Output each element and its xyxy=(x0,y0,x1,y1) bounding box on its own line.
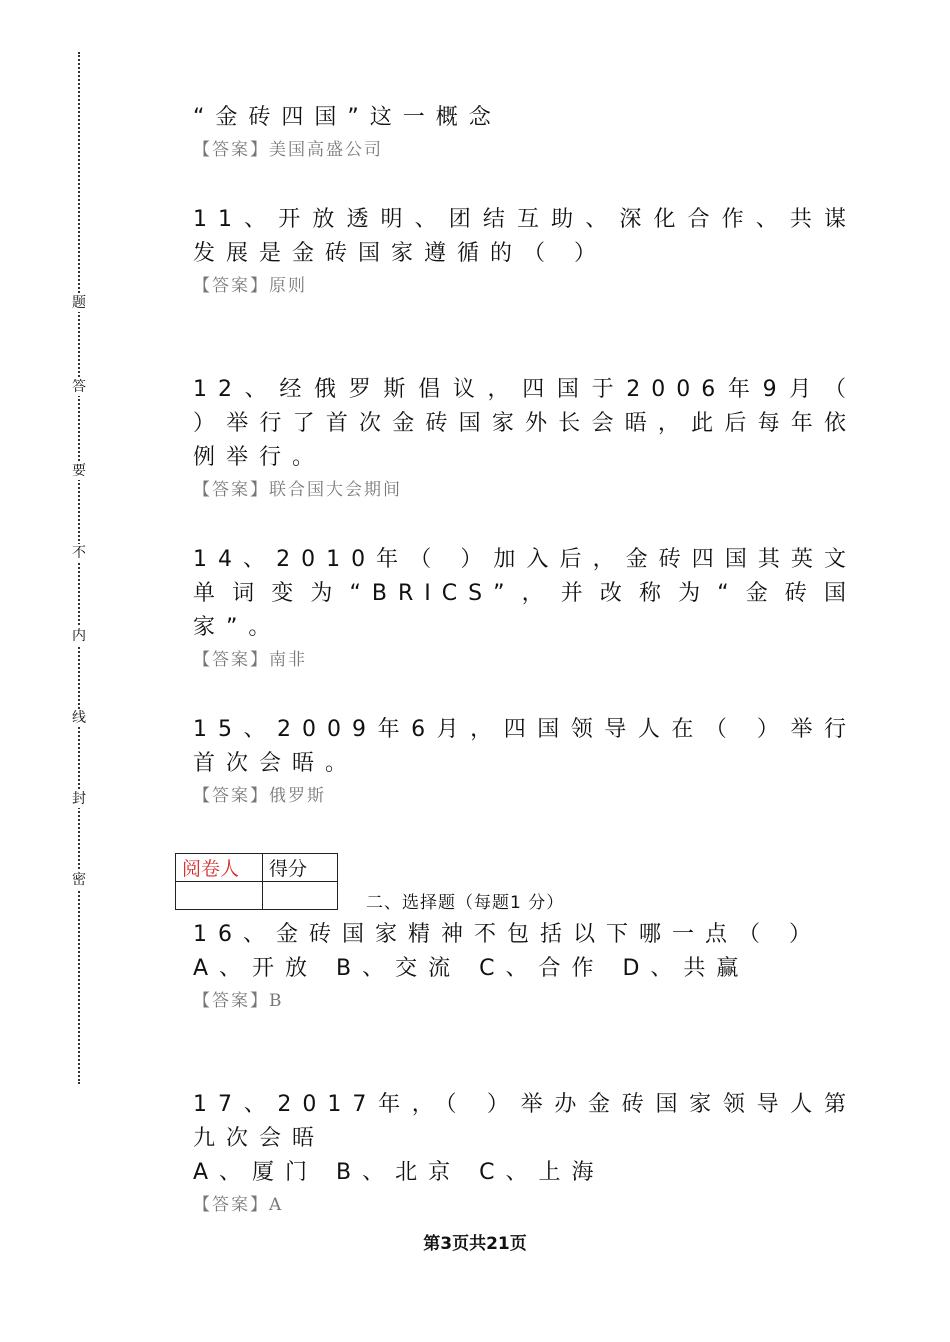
binding-char: 密 xyxy=(72,872,86,888)
question-10 xyxy=(193,101,857,163)
answer-value: 美国高盛公司 xyxy=(269,140,383,160)
question-16 xyxy=(193,918,857,1014)
answer-label: 【答案】 xyxy=(193,480,269,500)
answer-value: 原则 xyxy=(269,276,307,296)
answer-label: 【答案】 xyxy=(193,650,269,670)
score-cell xyxy=(263,882,338,910)
answer-value: A xyxy=(269,1195,284,1215)
grader-label: 阅卷人 xyxy=(176,854,263,882)
answer-line xyxy=(193,988,857,1014)
binding-char: 要 xyxy=(72,463,86,479)
question-text: “金砖四国”这一概念 xyxy=(193,105,502,130)
question-12 xyxy=(193,373,857,503)
answer-line xyxy=(193,273,857,299)
grader-score-table xyxy=(175,853,338,910)
question-options: A、开放 B、交流 C、合作 D、共赢 xyxy=(193,956,750,981)
question-14 xyxy=(193,543,857,673)
binding-char: 线 xyxy=(72,710,86,726)
answer-line xyxy=(193,783,857,809)
question-11 xyxy=(193,203,857,299)
binding-char: 内 xyxy=(72,628,86,644)
answer-label: 【答案】 xyxy=(193,786,269,806)
answer-label: 【答案】 xyxy=(193,276,269,296)
section-title: 二、选择题（每题1 分） xyxy=(366,893,565,913)
grader-cell xyxy=(176,882,263,910)
answer-line xyxy=(193,647,857,673)
binding-char: 不 xyxy=(72,545,86,561)
page-number: 第3页共21页 xyxy=(423,1234,527,1254)
answer-line xyxy=(193,477,857,503)
question-text: 14、2010年（ ）加入后，金砖四国其英文单词变为“BRICS”，并改称为“金砖国家”。 xyxy=(193,547,857,640)
question-text: 15、2009年6月，四国领导人在（ ）举行首次会晤。 xyxy=(193,717,857,776)
question-text: 11、开放透明、团结互助、深化合作、共谋发展是金砖国家遵循的（ ） xyxy=(193,207,857,266)
answer-label: 【答案】 xyxy=(193,140,269,160)
question-text: 16、金砖国家精神不包括以下哪一点（ ） xyxy=(193,922,822,947)
answer-value: B xyxy=(269,991,284,1011)
answer-line xyxy=(193,1192,857,1218)
question-text: 17、2017年，（ ）举办金砖国家领导人第九次会晤 xyxy=(193,1092,857,1151)
question-options: A、厦门 B、北京 C、上海 xyxy=(193,1160,605,1185)
answer-value: 南非 xyxy=(269,650,307,670)
binding-dotted-line xyxy=(78,52,80,1084)
score-label: 得分 xyxy=(263,854,338,882)
answer-line xyxy=(193,137,857,163)
question-17 xyxy=(193,1088,857,1218)
binding-char: 答 xyxy=(72,379,86,395)
binding-char: 封 xyxy=(72,791,86,807)
answer-value: 俄罗斯 xyxy=(269,786,326,806)
answer-label: 【答案】 xyxy=(193,991,269,1011)
answer-label: 【答案】 xyxy=(193,1195,269,1215)
question-15 xyxy=(193,713,857,809)
binding-char: 题 xyxy=(72,295,86,311)
question-text: 12、经俄罗斯倡议，四国于2006年9月（ ）举行了首次金砖国家外长会晤，此后每年依例举行。 xyxy=(193,377,857,470)
answer-value: 联合国大会期间 xyxy=(269,480,402,500)
